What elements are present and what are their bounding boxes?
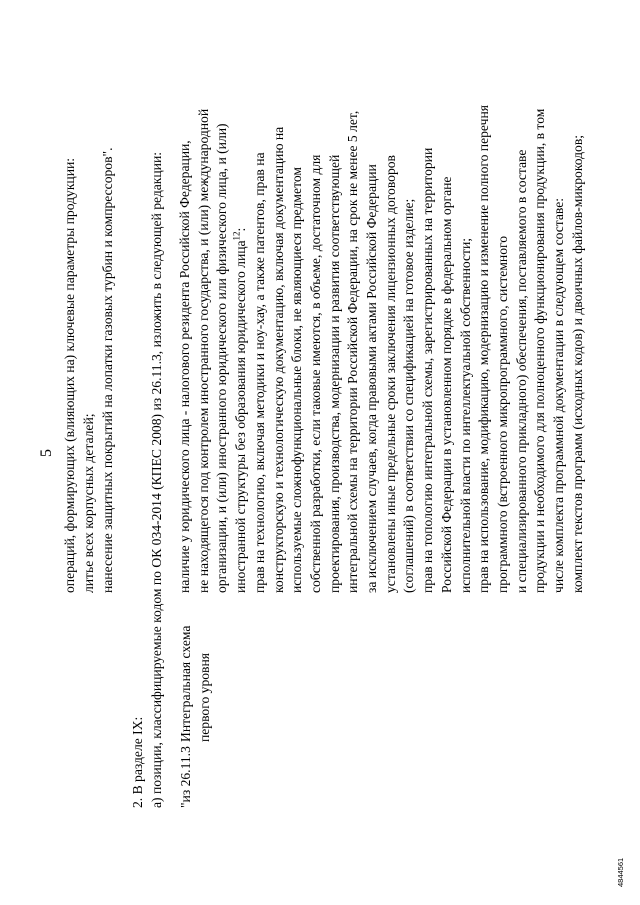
text-line: конструкторскую и технологическую документацию, включая документацию на [270,126,286,593]
okpd-code: "из 26.11.3 [178,746,193,808]
text-line: прав на технологию, включая методики и ноу-хау, а также патентов, прав на [251,152,267,593]
text-line: интегральной схемы на территории Российской Федерации, на срок не менее 5 лет, [345,110,361,593]
text-line: используемые сложнофункциональные блоки, не являющиеся предметом [289,167,305,593]
text-line: организации, и (или) иностранного юридического или физического лица, и (или) [214,123,230,593]
product-name-line: первого уровня [197,653,212,742]
text-line: прав на использование, модификацию, модернизацию и изменение полного перечня [476,105,492,593]
product-name [176,625,214,742]
text-line [232,23,251,593]
text-line: (соглашений) в соответствии со спецификацией на готовое изделие; [401,198,417,593]
document-id: 4844561 [616,857,625,887]
text-line: комплект текстов программ (исходных кодов) и двоичных файлов-микрокодов; [569,134,585,593]
line-suffix: : [233,227,249,232]
text-line: прав на топологию интегральной схемы, зарегистрированных на территории [420,147,436,593]
product-name-line: Интегральная схема [178,625,193,742]
text-line: проектирования, производства, модернизации и развития соответствующей [326,154,342,593]
text-line: не находящегося под контролем иностранного государства, и (или) международной [195,108,211,593]
requirements-text [176,23,587,593]
section-instruction: а) позиции, классифицируемые кодом по ОК 034-2014 (КПЕС 2008) из 26.11.3, изложить в следующей редакции: [149,152,164,808]
text-line: числе комплекта программной документации в следующем составе: [551,197,567,593]
text-line: собственной разработки, если таковые имеются, в объеме, достаточном для [307,154,323,593]
continued-text-block [60,33,117,593]
text-line: за исключением случаев, когда правовыми актами Российской Федерации [364,164,380,593]
text-line: нанесение защитных покрытий на лопатки газовых турбин и компрессоров". [100,147,115,593]
text-line: литье всех корпусных деталей; [81,413,96,593]
text-line: Российской Федерации в установленном порядке в федеральном органе [438,176,454,593]
section-heading: 2. В разделе IX: [130,716,145,808]
text-line: исполнительной власти по интеллектуальной собственности; [457,237,473,593]
text-line-content: иностранной структуры без образования юридического лица [233,240,249,593]
page-number: 5 [38,449,55,457]
text-line: наличие у юридического лица - налогового резидента Российской Федерации, [177,140,192,593]
text-line: программного (встроенного микропрограммного, системного [494,235,510,593]
text-line: установлены иные предельные сроки заключения лицензионных договоров [382,155,398,593]
text-line: и специализированного прикладного) обеспечения, поставляемого в составе [513,149,529,593]
text-line: продукции и необходимого для полноценного функционирования продукции, в том [532,108,548,593]
text-line: операций, формирующих (влияющих на) ключевые параметры продукции: [62,157,77,593]
footnote-marker: 12 [231,231,242,241]
